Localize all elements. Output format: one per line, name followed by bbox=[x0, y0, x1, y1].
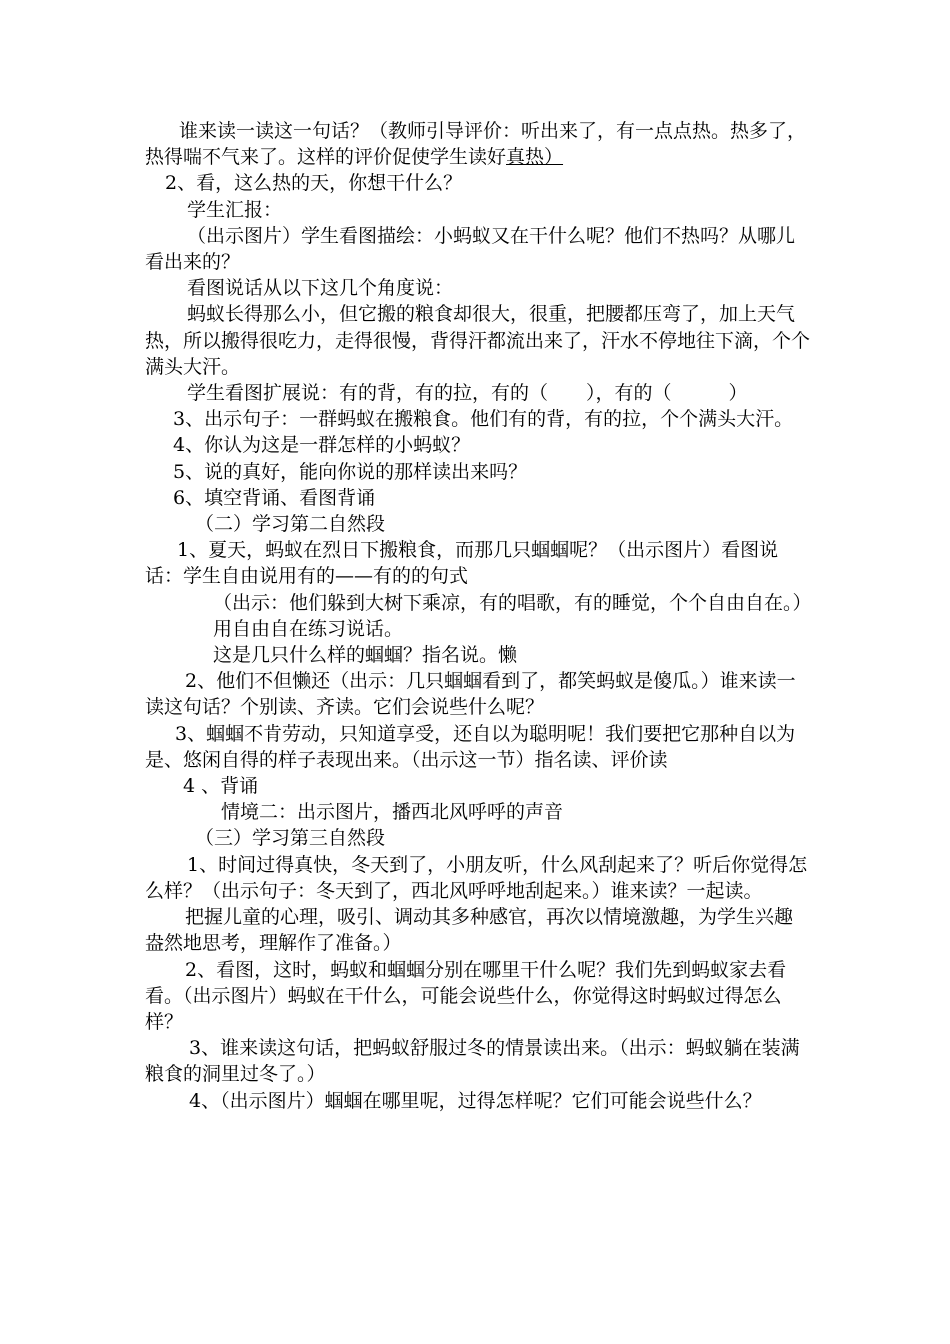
paragraph bbox=[145, 170, 810, 196]
paragraph-text: 这是几只什么样的蝈蝈？指名说。懒 bbox=[213, 644, 518, 667]
paragraph-text: 看图说话从以下这几个角度说： bbox=[187, 277, 454, 300]
paragraph-text: （出示：他们躲到大树下乘凉，有的唱歌，有的睡觉，个个自由自在。） bbox=[213, 591, 812, 614]
paragraph bbox=[145, 459, 810, 485]
underlined-text: 真热） bbox=[506, 146, 564, 169]
paragraph-text: （三）学习第三自然段 bbox=[195, 827, 386, 850]
paragraph-text: 学生汇报： bbox=[187, 198, 283, 221]
paragraph bbox=[145, 590, 810, 616]
paragraph bbox=[145, 1088, 810, 1114]
paragraph-text: 2、看，这么热的天，你想干什么？ bbox=[165, 172, 463, 195]
paragraph-text: 谁来读一读这一句话？（教师引导评价：听出来了，有一点点热。热多了，热得喘不气来了。这样的评价促使学生读好 bbox=[145, 120, 807, 169]
paragraph bbox=[145, 301, 810, 380]
paragraph-text: 6、填空背诵、看图背诵 bbox=[173, 486, 376, 509]
paragraph bbox=[145, 852, 810, 904]
paragraph-text: （二）学习第二自然段 bbox=[195, 513, 386, 536]
paragraph-text: 1、时间过得真快，冬天到了，小朋友听，什么风刮起来了？听后你觉得怎么样？（出示句子：冬天到了，西北风呼呼地刮起来。）谁来读？一起读。 bbox=[145, 853, 808, 902]
paragraph-text: 2、他们不但懒还（出示：几只蝈蝈看到了，都笑蚂蚁是傻瓜。）谁来读一读这句话？个别读、齐读。它们会说些什么呢？ bbox=[145, 670, 796, 719]
paragraph bbox=[145, 537, 810, 589]
paragraph-text: 1、夏天，蚂蚁在烈日下搬粮食，而那几只蝈蝈呢？（出示图片）看图说话：学生自由说用有的——有的的句式 bbox=[145, 539, 779, 588]
paragraph bbox=[145, 118, 810, 170]
paragraph bbox=[145, 616, 810, 642]
paragraph-text: 4 、背诵 bbox=[183, 775, 259, 798]
paragraph bbox=[145, 223, 810, 275]
paragraph bbox=[145, 799, 810, 825]
paragraph-text: （出示图片）学生看图描绘：小蚂蚁又在干什么呢？他们不热吗？从哪儿看出来的？ bbox=[145, 224, 796, 274]
paragraph-text: 3、谁来读这句话，把蚂蚁舒服过冬的情景读出来。（出示：蚂蚁躺在装满粮食的洞里过冬了。） bbox=[145, 1037, 800, 1086]
paragraph bbox=[145, 825, 810, 851]
paragraph-text: 2、看图，这时，蚂蚁和蝈蝈分别在哪里干什么呢？我们先到蚂蚁家去看看。（出示图片）蚂蚁在干什么，可能会说些什么，你觉得这时蚂蚁过得怎么样？ bbox=[145, 958, 787, 1033]
paragraph bbox=[145, 904, 810, 956]
paragraph bbox=[145, 1035, 810, 1087]
paragraph-text: 4、你认为这是一群怎样的小蚂蚁？ bbox=[173, 434, 471, 457]
paragraph-text: 3、出示句子：一群蚂蚁在搬粮食。他们有的背，有的拉，个个满头大汗。 bbox=[173, 408, 794, 431]
paragraph bbox=[145, 642, 810, 668]
paragraph bbox=[145, 485, 810, 511]
paragraph bbox=[145, 668, 810, 720]
document-body bbox=[145, 118, 810, 1114]
paragraph-text: 学生看图扩展说：有的背，有的拉，有的（ ），有的（ ） bbox=[187, 382, 748, 405]
paragraph bbox=[145, 957, 810, 1036]
paragraph bbox=[145, 275, 810, 301]
paragraph bbox=[145, 432, 810, 458]
paragraph bbox=[145, 721, 810, 773]
paragraph bbox=[145, 511, 810, 537]
paragraph bbox=[145, 197, 810, 223]
paragraph-text: 3、蝈蝈不肯劳动，只知道享受，还自以为聪明呢！我们要把它那种自以为是、悠闲自得的样子表现出来。（出示这一节）指名读、评价读 bbox=[145, 722, 796, 771]
paragraph-text: 5、说的真好，能向你说的那样读出来吗？ bbox=[173, 460, 528, 483]
paragraph-text: 用自由自在练习说话。 bbox=[213, 617, 404, 640]
paragraph bbox=[145, 380, 810, 406]
paragraph-text: 蚂蚁长得那么小，但它搬的粮食却很大，很重，把腰都压弯了，加上天气热，所以搬得很吃力，走得很慢，背得汗都流出来了，汗水不停地往下滴，个个满头大汗。 bbox=[145, 303, 811, 378]
paragraph-text: 把握儿童的心理，吸引、调动其多种感官，再次以情境激趣，为学生兴趣盎然地思考，理解作了准备。） bbox=[145, 906, 794, 955]
paragraph bbox=[145, 406, 810, 432]
paragraph-text: 4、（出示图片）蝈蝈在哪里呢，过得怎样呢？它们可能会说些什么？ bbox=[189, 1089, 762, 1112]
paragraph bbox=[145, 773, 810, 799]
paragraph-text: 情境二：出示图片，播西北风呼呼的声音 bbox=[221, 801, 564, 824]
